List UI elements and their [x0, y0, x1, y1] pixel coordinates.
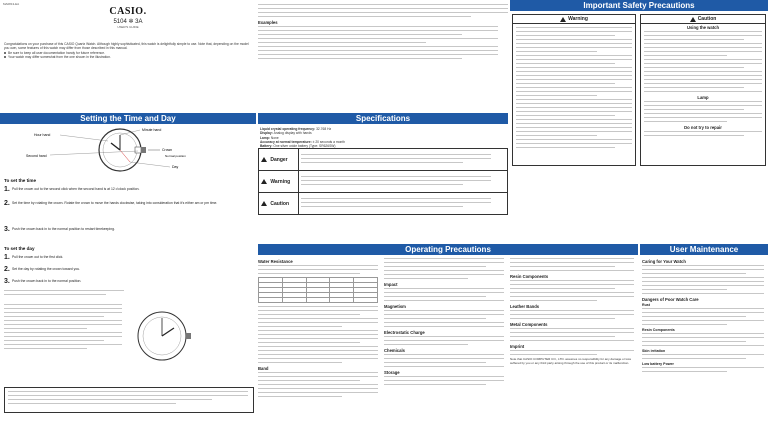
liability-note: Note that CASIO COMPUTER CO., LTD. assumes no responsibility for any damage or loss suffered by you or any third party arising through the use of this product or its malfunction. — [510, 357, 631, 365]
metal-heading: Metal Components — [510, 322, 548, 327]
heat-text — [384, 258, 504, 279]
crown-label: Crown — [162, 148, 173, 152]
rust-text — [642, 308, 764, 325]
using-watch-heading: Using the watch — [686, 25, 720, 30]
lamp-text — [644, 101, 762, 122]
section-operating: Operating Precautions — [258, 244, 638, 255]
band-text — [258, 372, 378, 397]
warning-box-title: Warning — [568, 16, 588, 22]
important-safety-left — [258, 4, 510, 62]
filler-text — [4, 290, 124, 298]
minute-hand-label: Minute hand — [142, 128, 162, 132]
lamp-heading: Lamp — [697, 95, 709, 100]
spec-line: Battery: One silver oxide battery (Type: SR626SW) — [260, 144, 336, 149]
leather-text — [510, 310, 634, 319]
hour-hand-label: Hour hand — [34, 133, 51, 137]
warning-box-text — [516, 27, 632, 148]
day-label: Day — [172, 165, 179, 169]
intro-bullet-text: Be sure to keep all user documentation handy for future reference. — [8, 50, 105, 55]
electrostatic-heading: Electrostatic Charge — [384, 330, 425, 335]
step-text: Set the time by rotating the crown. Rotate the crown to move the hands clockwise, taking into consideration that it's either am or pm time. — [12, 201, 218, 205]
step-number: 1. — [4, 186, 10, 193]
prolonged-text — [510, 258, 634, 271]
step-number: 3. — [4, 226, 10, 233]
watch-diagram — [20, 127, 250, 173]
spec-lines — [260, 127, 506, 148]
day-note-text — [8, 391, 248, 407]
watch-side-diagram — [132, 306, 192, 366]
water-text — [258, 265, 378, 274]
caution-icon — [690, 17, 696, 22]
note-text — [4, 304, 122, 352]
warning-description — [299, 171, 508, 193]
model-number: 5104 ✲ 3A — [113, 19, 143, 25]
impact-heading: Impact — [384, 282, 398, 287]
low-battery-heading: Low battery Power — [642, 362, 674, 366]
low-battery-text — [642, 367, 764, 372]
intro-bullet — [4, 55, 252, 59]
step-text: Push the crown back in to the normal position to restart timekeeping. — [12, 227, 115, 231]
second-hand-label: Second hand — [26, 154, 47, 158]
warning-icon — [560, 17, 566, 22]
skin-text — [642, 354, 764, 359]
section-specifications: Specifications — [258, 113, 508, 124]
caution-description — [299, 193, 508, 215]
band-heading: Band — [258, 366, 269, 371]
set-day-step-1 — [4, 254, 254, 261]
guide-title: USER'S GUIDE — [117, 25, 139, 29]
section-important-safety: Important Safety Precautions — [510, 0, 768, 11]
casio-logo: CASIO. — [109, 6, 147, 17]
set-day-heading: To set the day — [4, 246, 35, 251]
imprint-text — [510, 350, 634, 355]
caring-heading: Caring for Your Watch — [642, 259, 686, 264]
impact-text — [384, 288, 504, 301]
operating-col-1 — [258, 258, 380, 400]
magnetism-heading: Magnetism — [384, 304, 406, 309]
step-text: Pull the crown out to the second click when the second hand is at 12 o'clock position. — [12, 187, 140, 191]
set-time-step-2 — [4, 200, 254, 207]
intro-block — [4, 42, 252, 59]
examples-heading: Examples — [258, 20, 278, 25]
storage-heading: Storage — [384, 370, 400, 375]
water-resistance-table — [258, 277, 378, 303]
step-text: Push the crown back in to the normal position. — [12, 279, 82, 283]
step-number: 2. — [4, 200, 10, 207]
water-notes — [258, 306, 378, 363]
spec-line: Liquid crystal operating frequency: 32.768 Hz — [260, 127, 332, 131]
caution-box-title: Caution — [697, 16, 717, 22]
spec-line: Accuracy at normal temperature: ± 20 seconds a month — [260, 139, 346, 144]
step-text: Set the day by rotating the crown toward you. — [12, 267, 81, 271]
magnetism-text — [384, 310, 504, 327]
operating-col-3 — [510, 258, 636, 366]
caution-box-head — [641, 15, 765, 24]
metal-text — [510, 328, 634, 341]
warning-box-head — [513, 15, 635, 24]
document-code: MA0813-EA — [3, 2, 20, 6]
skin-heading: Skin irritation — [642, 349, 666, 353]
leather-heading: Leather Bands — [510, 304, 540, 309]
intro-bullet-text: Your watch may differ somewhat from the one shown in the illustration. — [8, 54, 111, 59]
caution-box-text — [644, 31, 762, 92]
brand-header — [0, 6, 256, 29]
storage-text — [384, 376, 504, 385]
danger-description — [299, 149, 508, 171]
electrostatic-text — [384, 336, 504, 345]
danger-label: Danger — [259, 149, 299, 171]
examples-text — [258, 26, 498, 59]
intro-text: Congratulations on your purchase of this CASIO Quartz Watch. Although highly sophisticated, this watch is delightfully simple to use. Note that, depending on the model you own, some features of this watch may differ from those described in this manual. — [4, 42, 249, 51]
step-number: 1. — [4, 254, 10, 261]
caution-box — [640, 14, 766, 166]
chemicals-text — [384, 354, 504, 367]
section-user-maintenance: User Maintenance — [640, 244, 768, 255]
danger-table — [258, 148, 508, 215]
section-setting-time: Setting the Time and Day — [0, 113, 256, 124]
step-number: 2. — [4, 266, 10, 273]
set-day-step-3 — [4, 278, 254, 285]
note-area — [4, 304, 254, 384]
spec-line: Lamp: None — [260, 135, 279, 140]
maintenance-col — [642, 258, 766, 375]
warning-label: Warning — [259, 171, 299, 193]
dangers-heading: Dangers of Poor Watch Care — [642, 297, 699, 302]
resin-text — [510, 280, 634, 301]
imprint-heading: Imprint — [510, 344, 525, 349]
set-day-step-2 — [4, 266, 254, 273]
day-note-box — [4, 387, 254, 413]
step-number: 3. — [4, 278, 10, 285]
caution-label: Caution — [259, 193, 299, 215]
set-time-heading: To set the time — [4, 178, 37, 183]
do-not-repair-heading: Do not try to repair — [684, 125, 722, 130]
resin-components-heading: Resin Components — [510, 274, 549, 279]
resin-maint-text — [642, 333, 764, 346]
set-time-step-1 — [4, 186, 254, 193]
normal-position-label: Normal position — [165, 154, 186, 158]
repair-text — [644, 131, 762, 136]
set-time-step-3 — [4, 226, 254, 233]
operating-col-2 — [384, 258, 506, 388]
warning-box — [512, 14, 636, 166]
safety-intro-text — [258, 4, 508, 17]
caring-text — [642, 265, 764, 294]
chemicals-heading: Chemicals — [384, 348, 405, 353]
spec-line: Display: Analog display with hands — [260, 131, 312, 136]
rust-heading: Rust — [642, 303, 650, 307]
water-resistance-heading: Water Resistance — [258, 259, 293, 264]
step-text: Pull the crown out to the first click. — [12, 255, 64, 259]
resin-maint-heading: Resin Components — [642, 328, 675, 332]
